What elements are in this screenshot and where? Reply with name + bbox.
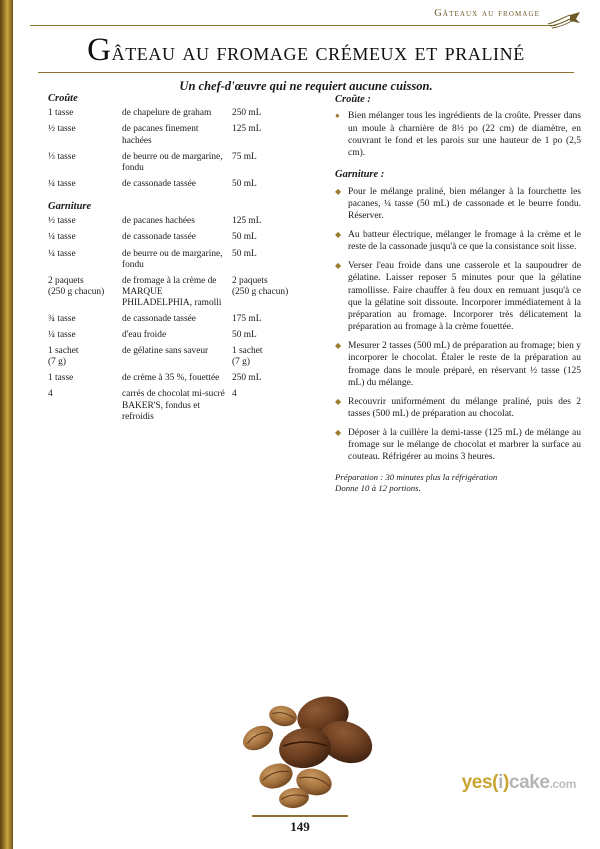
ingredient-quantity [48,276,122,309]
ingredient-metric-main: 2 paquets [232,275,268,286]
diamond-bullet-icon: ◆ [335,261,342,271]
ingredient-metric: 125 mL [232,124,262,135]
logo-part-domain: .com [549,777,576,791]
ingredient-name: de cassonade tassée [122,313,196,324]
ingredient-name: de crème à 35 %, fouettée [122,373,220,384]
ingredient-name: de pacanes finement hachées [122,124,199,146]
ingredient-row [48,389,316,422]
ingredient-row [48,249,316,271]
diamond-bullet-icon: ◆ [335,186,342,196]
direction-step [335,186,581,222]
logo-part-cake: cake [508,772,550,793]
ingredient-quantity-sub: (250 g chacun) [48,286,105,297]
direction-step [335,229,581,253]
direction-step-text: Verser l'eau froide dans une casserole et la saupoudrer de gélatine. Laisser reposer 5 minutes pour que la gélatine ramollisse. Faire chauffer à feu doux en remuant jusqu'à ce que la gélatine soit dissoute. Incorporer immédiatement à la préparation au fromage. Incorporer très délicatement la préparation au fromage à la crème fouettée. [348,261,581,333]
direction-step-text: Bien mélanger tous les ingrédients de la croûte. Presser dans un moule à charnière de 8½ po (22 cm) de diamètre, en couvrant le fond et les parois sur une hauteur de 1 po (2,5 cm). [348,111,581,158]
ingredient-quantity-main: 1 sachet [48,346,79,357]
ingredient-metric-sub: (250 g chacun) [232,286,289,297]
ingredient-row [48,330,316,341]
directions-heading-croute: Croûte : [335,94,371,105]
ingredient-metric: 125 mL [232,216,262,227]
ingredient-name: carrés de chocolat mi-sucré BAKER'S, fondus et refroidis [122,389,225,422]
direction-step-text: Recouvrir uniformément du mélange praliné, puis des 2 tasses (500 mL) de préparation au chocolat. [348,396,581,419]
page-subtitle: Un chef-d'œuvre qui ne requiert aucune cuisson. [179,79,433,93]
bullet-icon: ● [335,111,340,121]
direction-step-text: Mesurer 2 tasses (500 mL) de préparation au fromage; bien y incorporer le chocolat. Étaler le reste de la préparation au fromage dans le moule préparé, en réservant ½ tasse (125 mL) du mélange. [348,341,581,388]
direction-step-text: Au batteur électrique, mélanger le fromage à la crème et le reste de la cassonade jusqu'à ce que la consistance soit lisse. [348,229,581,253]
ingredient-quantity-main: 2 paquets [48,275,84,286]
diamond-bullet-icon: ◆ [335,428,342,438]
ingredient-metric: 75 mL [232,151,257,162]
page-footer [0,815,600,835]
direction-step [335,110,581,159]
directions-heading-garniture: Garniture : [335,169,385,181]
ingredient-metric-main: 1 sachet [232,346,263,357]
ingredient-row [48,216,316,227]
ingredient-name: de beurre ou de margarine, fondu [122,151,223,173]
logo-part-yes: yes [461,772,493,793]
title-block [30,32,582,94]
ingredient-quantity: ¼ tasse [48,178,76,189]
ingredient-quantity: ½ tasse [48,124,76,135]
page-number-divider [252,815,348,817]
ingredient-name: de fromage à la crème de MARQUE PHILADELPHIA, ramolli [122,275,222,308]
ingredient-name: de pacanes hachées [122,216,195,227]
ingredient-row [48,232,316,243]
ingredient-name: d'eau froide [122,330,167,341]
ingredient-metric [232,346,310,368]
recipe-photo [228,676,388,816]
ingredient-name: de cassonade tassée [122,178,196,189]
ingredient-quantity: ¼ tasse [48,248,76,259]
header-divider [30,25,556,26]
site-logo [462,772,576,794]
ingredients-column [48,93,316,428]
preparation-time: Préparation : 30 minutes plus la réfrigération [335,471,498,482]
logo-paren-open: ( [492,772,499,793]
ingredient-row [48,108,316,119]
ingredient-quantity: 1 tasse [48,373,74,384]
servings: Donne 10 à 12 portions. [335,483,421,494]
ingredient-metric-sub: (7 g) [232,357,250,368]
ingredient-metric: 4 [232,389,237,400]
ingredient-metric: 175 mL [232,313,262,324]
ingredient-metric [232,276,310,309]
page-number: 149 [290,819,310,834]
ingredient-quantity-sub: (7 g) [48,357,66,368]
ingredient-metric: 250 mL [232,373,262,384]
direction-step [335,340,581,389]
ingredient-row [48,346,316,368]
ingredient-row [48,314,316,325]
direction-step [335,396,581,420]
direction-step [335,427,581,463]
diamond-bullet-icon: ◆ [335,341,342,351]
logo-paren-close: ) [502,772,509,793]
running-title: Gâteaux au fromage [434,8,540,19]
diamond-bullet-icon: ◆ [335,396,342,406]
diamond-bullet-icon: ◆ [335,229,342,239]
ingredients-section-heading-croute: Croûte [48,93,78,104]
direction-step [335,260,581,333]
ingredient-metric: 50 mL [232,232,257,243]
page-header [30,8,582,30]
direction-step-text: Déposer à la cuillère la demi-tasse (125 mL) de mélange au fromage sur le mélange de chocolat et marbrer la surface au couteau. Réfrigérer au moins 3 heures. [348,428,581,463]
ingredient-name: de beurre ou de margarine, fondu [122,248,223,270]
ingredient-quantity: ¼ tasse [48,330,76,341]
ingredient-quantity: ⅓ tasse [48,151,76,162]
ingredient-row [48,179,316,190]
ingredient-quantity [48,346,122,368]
ingredient-row [48,152,316,174]
ingredient-metric: 50 mL [232,248,257,259]
title-divider [38,72,574,73]
page-edge-decoration [0,0,13,849]
directions-column [335,93,581,494]
whisk-icon [546,10,582,30]
ingredient-quantity: ½ tasse [48,216,76,227]
page-title: Gâteau au fromage crémeux et praliné [87,32,525,68]
recipe-meta [335,472,581,495]
ingredient-row [48,276,316,309]
ingredient-name: de chapelure de graham [122,108,212,119]
direction-step-text: Pour le mélange praliné, bien mélanger à la fourchette les pacanes, ¼ tasse (50 mL) de cassonade et le beurre fondu. Réserver. [348,186,581,221]
ingredient-quantity: ¾ tasse [48,313,76,324]
logo-part-i: i [498,772,503,793]
ingredient-metric: 50 mL [232,330,257,341]
ingredient-metric: 50 mL [232,178,257,189]
ingredient-quantity: 1 tasse [48,108,74,119]
ingredient-quantity: 4 [48,389,53,400]
ingredients-section-heading-garniture: Garniture [48,200,92,212]
ingredient-name: de gélatine sans saveur [122,346,209,357]
ingredient-name: de cassonade tassée [122,232,196,243]
ingredient-row [48,124,316,146]
ingredient-row [48,373,316,384]
ingredient-quantity: ¼ tasse [48,232,76,243]
ingredient-metric: 250 mL [232,108,262,119]
